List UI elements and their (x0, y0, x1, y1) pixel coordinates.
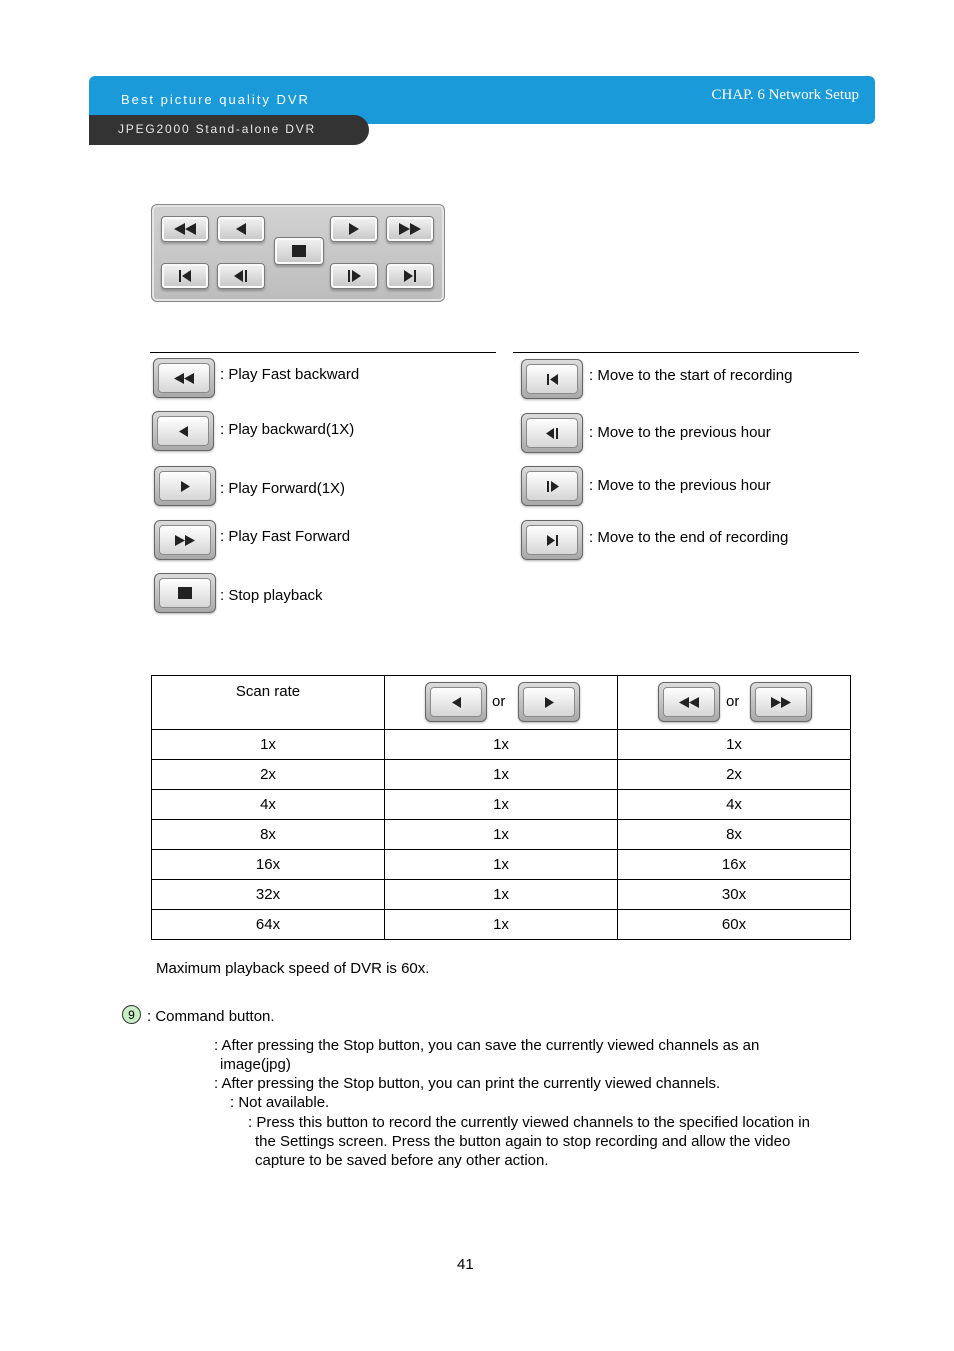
scan-rate-cell: 1x (152, 730, 385, 760)
legend-label: : Stop playback (220, 587, 323, 604)
next-hour-icon (521, 466, 583, 506)
or-text: or (492, 693, 506, 710)
scan-rate-cell: 64x (152, 910, 385, 940)
forward-icon (330, 216, 378, 242)
command-line: : Not available. (230, 1094, 330, 1111)
fast-speed-cell: 30x (618, 880, 851, 910)
max-speed-note: Maximum playback speed of DVR is 60x. (156, 960, 430, 977)
skip-to-start-icon (161, 263, 209, 289)
stop-icon (274, 237, 324, 265)
command-line: the Settings screen. Press the button again to stop recording and allow the video (255, 1133, 791, 1150)
legend-label: : Move to the end of recording (589, 529, 789, 546)
table-row (152, 790, 851, 820)
command-title: : Command button. (147, 1008, 275, 1025)
previous-hour-icon (521, 413, 583, 453)
normal-speed-cell: 1x (385, 850, 618, 880)
legend-label: : Play backward(1X) (220, 421, 355, 438)
fast-speed-cell: 4x (618, 790, 851, 820)
command-line: capture to be saved before any other action. (255, 1152, 549, 1169)
scan-rate-table (151, 675, 851, 940)
fast-speed-cell: 1x (618, 730, 851, 760)
fast-speed-cell: 2x (618, 760, 851, 790)
table-row (152, 760, 851, 790)
next-hour-icon (330, 263, 378, 289)
chapter-title: CHAP. 6 Network Setup (711, 87, 859, 103)
playback-control-panel (151, 204, 445, 302)
forward-icon (154, 466, 216, 506)
command-line: : Press this button to record the currently viewed channels to the specified location in (248, 1114, 810, 1131)
legend-divider-left (150, 352, 496, 353)
legend-label: : Move to the previous hour (589, 424, 771, 441)
scan-rate-header: Scan rate (152, 676, 385, 730)
backward-icon (217, 216, 265, 242)
legend-label: : Play Forward(1X) (220, 480, 346, 497)
scan-rate-cell: 8x (152, 820, 385, 850)
normal-speed-header (385, 676, 618, 730)
legend-label: : Play Fast backward (220, 366, 360, 383)
legend-label: : Play Fast Forward (220, 528, 351, 545)
normal-speed-cell: 1x (385, 790, 618, 820)
command-line: image(jpg) (220, 1056, 291, 1073)
table-row (152, 910, 851, 940)
header-subtitle: JPEG2000 Stand-alone DVR (118, 122, 316, 136)
header-title: Best picture quality DVR (121, 92, 310, 107)
fast-backward-icon (153, 358, 215, 398)
item-number-badge: 9 (122, 1005, 141, 1024)
fast-speed-cell: 8x (618, 820, 851, 850)
fast-forward-icon (154, 520, 216, 560)
previous-hour-icon (217, 263, 265, 289)
legend-divider-right (513, 352, 859, 353)
skip-to-start-icon (521, 359, 583, 399)
stop-icon (154, 573, 216, 613)
table-row (152, 850, 851, 880)
normal-speed-cell: 1x (385, 730, 618, 760)
fast-backward-icon (161, 216, 209, 242)
fast-forward-icon (386, 216, 434, 242)
normal-speed-cell: 1x (385, 910, 618, 940)
command-line: : After pressing the Stop button, you can print the currently viewed channels. (214, 1075, 721, 1092)
scan-rate-cell: 2x (152, 760, 385, 790)
backward-icon (152, 411, 214, 451)
table-header-row (152, 676, 851, 730)
backward-icon (425, 682, 487, 722)
normal-speed-cell: 1x (385, 820, 618, 850)
page-number: 41 (457, 1256, 474, 1273)
legend-label: : Move to the previous hour (589, 477, 771, 494)
fast-speed-cell: 16x (618, 850, 851, 880)
fast-speed-header (618, 676, 851, 730)
command-line: : After pressing the Stop button, you can save the currently viewed channels as an (214, 1037, 760, 1054)
fast-speed-cell: 60x (618, 910, 851, 940)
table-row (152, 880, 851, 910)
skip-to-end-icon (521, 520, 583, 560)
normal-speed-cell: 1x (385, 760, 618, 790)
scan-rate-cell: 4x (152, 790, 385, 820)
or-text: or (726, 693, 740, 710)
fast-backward-icon (658, 682, 720, 722)
legend-label: : Move to the start of recording (589, 367, 793, 384)
scan-rate-cell: 32x (152, 880, 385, 910)
forward-icon (518, 682, 580, 722)
skip-to-end-icon (386, 263, 434, 289)
fast-forward-icon (750, 682, 812, 722)
table-row (152, 820, 851, 850)
scan-rate-cell: 16x (152, 850, 385, 880)
normal-speed-cell: 1x (385, 880, 618, 910)
table-row (152, 730, 851, 760)
